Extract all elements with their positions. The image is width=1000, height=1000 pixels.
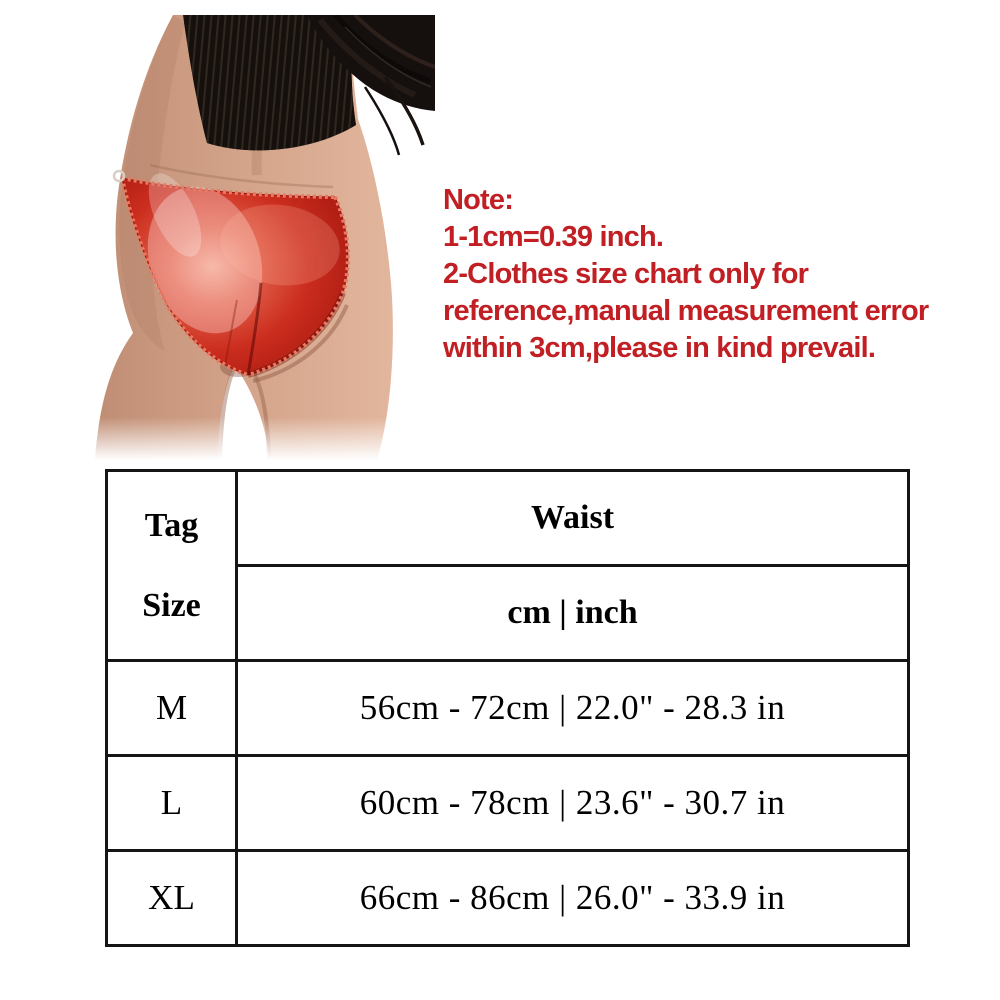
- table-row: [107, 756, 909, 851]
- photo-bottom-fade: [55, 417, 435, 460]
- waist-header-cell: Waist: [237, 471, 909, 566]
- product-photo: [55, 15, 435, 460]
- model-figure-illustration: [55, 15, 435, 460]
- tag-header-label: Tag: [144, 506, 199, 544]
- table-row: [107, 661, 909, 756]
- note-text: [443, 182, 943, 367]
- tag-size-header-cell: [107, 471, 237, 661]
- size-chart-table: [105, 469, 910, 947]
- size-l-cell: L: [107, 756, 237, 851]
- size-xl-cell: XL: [107, 851, 237, 946]
- size-header-label: Size: [142, 586, 201, 624]
- size-m-range-cell: 56cm - 72cm | 22.0" - 28.3 in: [237, 661, 909, 756]
- size-xl-range-cell: 66cm - 86cm | 26.0" - 33.9 in: [237, 851, 909, 946]
- note-line: 2-Clothes size chart only for: [443, 258, 809, 290]
- unit-header-cell: cm | inch: [237, 566, 909, 661]
- note-line: within 3cm,please in kind prevail.: [443, 332, 876, 364]
- table-row: [107, 851, 909, 946]
- size-m-cell: M: [107, 661, 237, 756]
- note-line: 1-1cm=0.39 inch.: [443, 221, 664, 253]
- note-title: Note:: [443, 184, 514, 216]
- note-line: reference,manual measurement error: [443, 295, 929, 327]
- size-l-range-cell: 60cm - 78cm | 23.6" - 30.7 in: [237, 756, 909, 851]
